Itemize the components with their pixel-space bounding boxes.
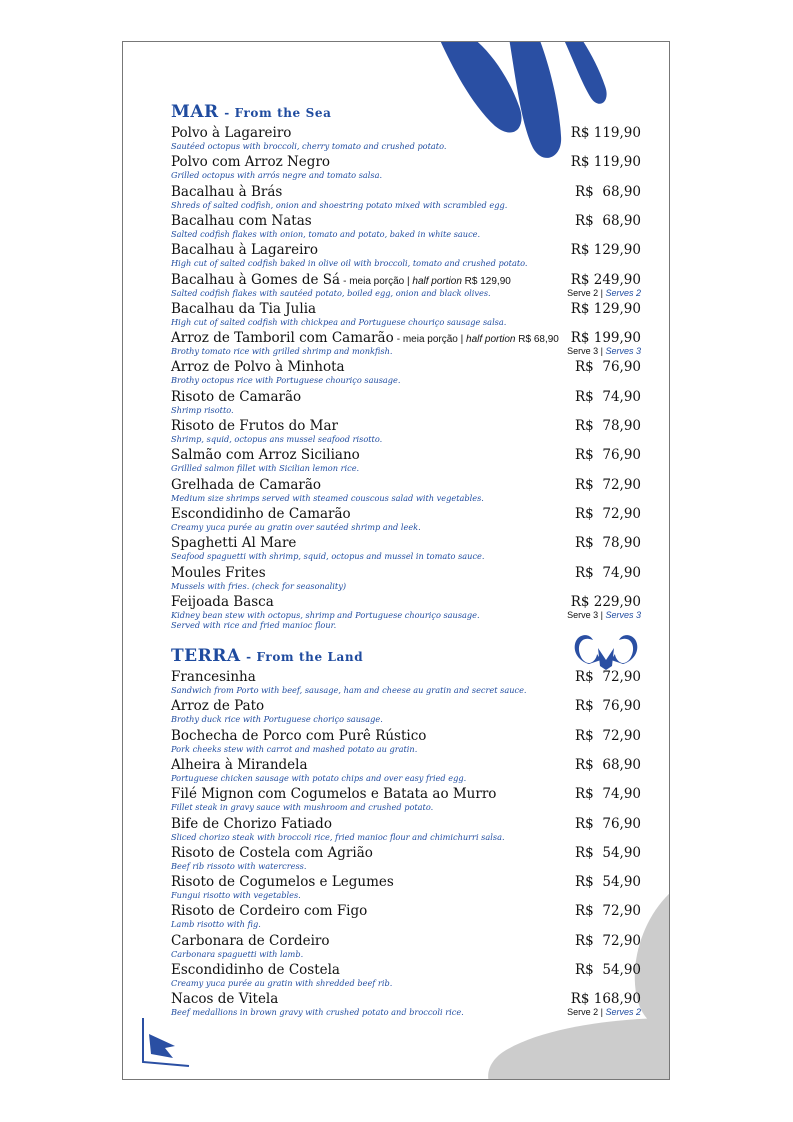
section-title-subtitle: - From the Sea bbox=[224, 106, 332, 120]
menu-item bbox=[171, 213, 641, 242]
dish-description: Shrimp, squid, octopus ans mussel seafood risotto. bbox=[171, 434, 383, 444]
dish-name bbox=[171, 242, 318, 258]
dish-name-text: Spaghetti Al Mare bbox=[171, 535, 297, 552]
dish-name bbox=[171, 477, 321, 493]
dish-name bbox=[171, 669, 256, 685]
half-portion-label-en: half portion bbox=[466, 334, 516, 346]
dish-description: Grillled salmon fillet with Sicilian lemon rice. bbox=[171, 463, 360, 474]
dish-price: R$ 68,90 bbox=[575, 212, 641, 229]
dish-name bbox=[171, 213, 312, 229]
dish-name-text: Francesinha bbox=[171, 669, 256, 685]
dish-description: Mussels with fries. (check for seasonality) bbox=[171, 580, 347, 591]
dish-name bbox=[171, 991, 278, 1007]
dish-name bbox=[171, 389, 301, 405]
dish-name bbox=[171, 786, 496, 802]
half-portion-label: - meia porção | bbox=[343, 275, 410, 287]
dish-description: Creamy yuca purée au gratin over sautéed shrimp and leek. bbox=[171, 521, 421, 532]
menu-item bbox=[171, 184, 641, 213]
dish-description: Sliced chorizo steak with broccoli rice, fried manioc flour and chimichurri salsa. bbox=[171, 831, 505, 842]
dish-price: R$ 68,90 bbox=[575, 183, 641, 200]
menu-item bbox=[171, 477, 641, 506]
menu-item bbox=[171, 242, 641, 271]
dish-name bbox=[171, 184, 282, 200]
section-title bbox=[171, 102, 331, 122]
serves-note bbox=[567, 346, 641, 356]
dish-description: Pork cheeks stew with carrot and mashed potato au gratin. bbox=[171, 743, 418, 754]
dish-description: Sautéed octopus with broccoli, cherry tomato and crushed potato. bbox=[171, 141, 447, 151]
half-portion-price: R$ 68,90 bbox=[518, 334, 559, 346]
dish-description: Shrimp risotto. bbox=[171, 404, 234, 415]
dish-name bbox=[171, 565, 266, 581]
dish-description: Brothy duck rice with Portuguese choriço sausage. bbox=[171, 714, 383, 725]
dish-description: Fungui risotto with vegetables. bbox=[171, 890, 301, 901]
dish-description: High cut of salted codfish with chickpea and Portuguese chouriço sausage salsa. bbox=[171, 316, 507, 327]
dish-description: Brothy tomato rice with grilled shrimp and monkfish. bbox=[171, 346, 393, 357]
serves-label: Serve 3 | bbox=[567, 609, 603, 620]
serves-label: Serve 2 | bbox=[567, 287, 603, 298]
dish-name bbox=[171, 154, 330, 170]
dish-name-text: Risoto de Costela com Agrião bbox=[171, 844, 373, 861]
dish-description: Beef medallions in brown gravy with crushed potato and broccoli rice. bbox=[171, 1007, 464, 1018]
dish-name-text: Filé Mignon com Cogumelos e Batata ao Murro bbox=[171, 786, 497, 803]
dish-name-text: Bochecha de Porco com Purê Rústico bbox=[171, 727, 427, 744]
dish-name-text: Salmão com Arroz Siciliano bbox=[171, 447, 360, 464]
dish-name bbox=[171, 418, 338, 434]
dish-price: R$ 76,90 bbox=[575, 815, 641, 832]
dish-name-text: Polvo à Lagareiro bbox=[171, 125, 292, 141]
dish-name-text: Polvo com Arroz Negro bbox=[171, 154, 331, 171]
dish-price: R$ 68,90 bbox=[575, 756, 641, 773]
dish-price: R$ 249,90 bbox=[570, 271, 641, 288]
dish-price: R$ 72,90 bbox=[575, 932, 641, 949]
dish-price: R$ 76,90 bbox=[575, 698, 641, 715]
dish-description: Salted codfish flakes with sautéed potato, boiled egg, onion and black olives. bbox=[171, 287, 491, 298]
dish-name bbox=[171, 359, 345, 375]
half-portion-note bbox=[343, 276, 511, 287]
menu-item bbox=[171, 535, 641, 564]
menu-item bbox=[171, 991, 641, 1020]
dish-name bbox=[171, 903, 367, 919]
dish-name-text: Arroz de Tamboril com Camarão bbox=[171, 330, 394, 347]
serves-note bbox=[567, 1007, 641, 1017]
menu-page bbox=[122, 41, 670, 1080]
ornament-icon bbox=[575, 635, 638, 670]
dish-name-text: Bacalhau à Lagareiro bbox=[171, 242, 319, 259]
serves-label-en: Serves 3 bbox=[605, 346, 641, 357]
dish-name bbox=[171, 845, 373, 861]
dish-name bbox=[171, 447, 360, 463]
dish-name bbox=[171, 594, 274, 610]
menu-item bbox=[171, 593, 641, 630]
dish-name-text: Escondidinho de Camarão bbox=[171, 505, 351, 522]
section-title-main: TERRA bbox=[171, 646, 241, 666]
serves-label-en: Serves 2 bbox=[605, 1007, 641, 1018]
dish-price: R$ 129,90 bbox=[570, 300, 641, 317]
dish-description: High cut of salted codfish baked in olive oil with broccoli, tomato and crushed potato. bbox=[171, 258, 528, 269]
menu-item bbox=[171, 669, 641, 698]
serves-label: Serve 3 | bbox=[567, 346, 603, 357]
dish-price: R$ 72,90 bbox=[575, 669, 641, 685]
section-title-subtitle: - From the Land bbox=[246, 650, 364, 664]
menu-item bbox=[171, 786, 641, 815]
menu-item bbox=[171, 845, 641, 874]
dish-name-text: Bacalhau à Brás bbox=[171, 183, 283, 200]
dish-description: Fillet steak in gravy sauce with mushroom and crushed potato. bbox=[171, 802, 434, 813]
menu-item bbox=[171, 272, 641, 301]
serves-note bbox=[567, 610, 641, 620]
dish-description: Lamb risotto with fig. bbox=[171, 919, 261, 930]
section-title-main: MAR bbox=[171, 102, 219, 122]
dish-name-text: Risoto de Cordeiro com Figo bbox=[171, 903, 368, 920]
serves-label-en: Serves 2 bbox=[605, 287, 641, 298]
dish-name bbox=[171, 757, 308, 773]
dish-price: R$ 119,90 bbox=[570, 154, 641, 171]
dish-name-text: Risoto de Camarão bbox=[171, 388, 302, 405]
half-portion-note bbox=[397, 334, 559, 345]
dish-price: R$ 129,90 bbox=[570, 242, 641, 259]
dish-name-text: Bacalhau com Natas bbox=[171, 212, 312, 229]
menu-item bbox=[171, 125, 641, 154]
half-portion-label-en: half portion bbox=[412, 275, 462, 287]
menu-item bbox=[171, 933, 641, 962]
serves-label-en: Serves 3 bbox=[605, 609, 641, 620]
dish-description: Medium size shrimps served with steamed couscous salad with vegetables. bbox=[171, 492, 484, 503]
dish-description-extra: Served with rice and fried manioc flour. bbox=[171, 619, 337, 630]
dish-price: R$ 54,90 bbox=[575, 962, 641, 978]
menu-item bbox=[171, 389, 641, 418]
menu-item bbox=[171, 506, 641, 535]
dish-price: R$ 54,90 bbox=[575, 844, 641, 861]
dish-name-text: Risoto de Frutos do Mar bbox=[171, 418, 338, 434]
menu-item bbox=[171, 565, 641, 594]
dish-name bbox=[171, 816, 332, 832]
dish-name-text: Escondidinho de Costela bbox=[171, 962, 340, 978]
half-portion-price: R$ 129,90 bbox=[464, 275, 511, 287]
dish-price: R$ 119,90 bbox=[570, 125, 641, 141]
dish-name-text: Moules Frites bbox=[171, 564, 266, 581]
dish-name-text: Feijoada Basca bbox=[171, 593, 274, 610]
dish-description: Shreds of salted codfish, onion and shoestring potato mixed with scrambled egg. bbox=[171, 199, 508, 210]
dish-price: R$ 74,90 bbox=[575, 786, 641, 803]
dish-description: Seafood spaguetti with shrimp, squid, octopus and mussel in tomato sauce. bbox=[171, 551, 485, 562]
dish-description: Portuguese chicken sausage with potato chips and over easy fried egg. bbox=[171, 772, 467, 783]
dish-name-text: Arroz de Pato bbox=[171, 698, 265, 715]
dish-price: R$ 72,90 bbox=[575, 727, 641, 744]
dish-price: R$ 74,90 bbox=[575, 564, 641, 581]
dish-name bbox=[171, 125, 291, 141]
dish-name bbox=[171, 933, 330, 949]
dish-name bbox=[171, 698, 264, 714]
dish-name-text: Arroz de Polvo à Minhota bbox=[171, 359, 345, 376]
dish-name bbox=[171, 301, 316, 317]
menu-item bbox=[171, 359, 641, 388]
dish-description: Carbonara spaguetti with lamb. bbox=[171, 948, 304, 959]
dish-description: Kidney bean stew with octopus, shrimp and Portuguese chouriço sausage. bbox=[171, 609, 480, 620]
dish-name bbox=[171, 535, 296, 551]
dish-description: Sandwich from Porto with beef, sausage, ham and cheese au gratin and secret sauce. bbox=[171, 685, 527, 695]
dish-name-text: Nacos de Vitela bbox=[171, 991, 279, 1008]
dish-price: R$ 76,90 bbox=[575, 447, 641, 464]
serves-note bbox=[567, 288, 641, 298]
dish-description: Creamy yuca purée au gratin with shredded beef rib. bbox=[171, 978, 393, 988]
menu-item bbox=[171, 154, 641, 183]
dish-name bbox=[171, 728, 426, 744]
dish-name-text: Alheira à Mirandela bbox=[171, 756, 308, 773]
menu-item bbox=[171, 418, 641, 447]
half-portion-label: - meia porção | bbox=[396, 334, 464, 346]
dish-price: R$ 76,90 bbox=[575, 359, 641, 376]
dish-price: R$ 72,90 bbox=[575, 476, 641, 493]
menu-item bbox=[171, 330, 641, 359]
dish-name-text: Bife de Chorizo Fatiado bbox=[171, 815, 332, 832]
dish-description: Beef rib rissoto with watercress. bbox=[171, 860, 307, 871]
menu-item bbox=[171, 728, 641, 757]
dish-description: Grilled octopus with arrós negre and tomato salsa. bbox=[171, 170, 383, 181]
dish-price: R$ 54,90 bbox=[575, 874, 641, 891]
menu-item bbox=[171, 698, 641, 727]
dish-price: R$ 168,90 bbox=[570, 991, 641, 1008]
dish-name bbox=[171, 962, 340, 978]
menu-item bbox=[171, 757, 641, 786]
dish-name-text: Bacalhau à Gomes de Sá bbox=[171, 271, 341, 288]
menu-item bbox=[171, 447, 641, 476]
dish-price: R$ 78,90 bbox=[575, 535, 641, 552]
dish-name-text: Bacalhau da Tia Julia bbox=[171, 300, 317, 317]
menu-item bbox=[171, 301, 641, 330]
dish-price: R$ 72,90 bbox=[575, 505, 641, 522]
dish-price: R$ 229,90 bbox=[570, 593, 641, 610]
menu-item bbox=[171, 962, 641, 991]
dish-price: R$ 72,90 bbox=[575, 903, 641, 920]
dish-name-text: Risoto de Cogumelos e Legumes bbox=[171, 874, 394, 891]
dish-price: R$ 199,90 bbox=[570, 330, 641, 347]
dish-price: R$ 78,90 bbox=[575, 418, 641, 434]
menu-item bbox=[171, 874, 641, 903]
dish-price: R$ 74,90 bbox=[575, 388, 641, 405]
serves-label: Serve 2 | bbox=[567, 1007, 603, 1018]
dish-description: Brothy octopus rice with Portuguese chouriço sausage. bbox=[171, 375, 401, 386]
section-title bbox=[171, 646, 363, 666]
menu-item bbox=[171, 903, 641, 932]
dish-description: Salted codfish flakes with onion, tomato and potato, baked in white sauce. bbox=[171, 228, 481, 239]
dish-name-text: Grelhada de Camarão bbox=[171, 476, 322, 493]
dish-name-text: Carbonara de Cordeiro bbox=[171, 932, 330, 949]
menu-item bbox=[171, 816, 641, 845]
dish-name bbox=[171, 506, 351, 522]
logo-icon bbox=[143, 1018, 189, 1066]
dish-name bbox=[171, 874, 394, 890]
